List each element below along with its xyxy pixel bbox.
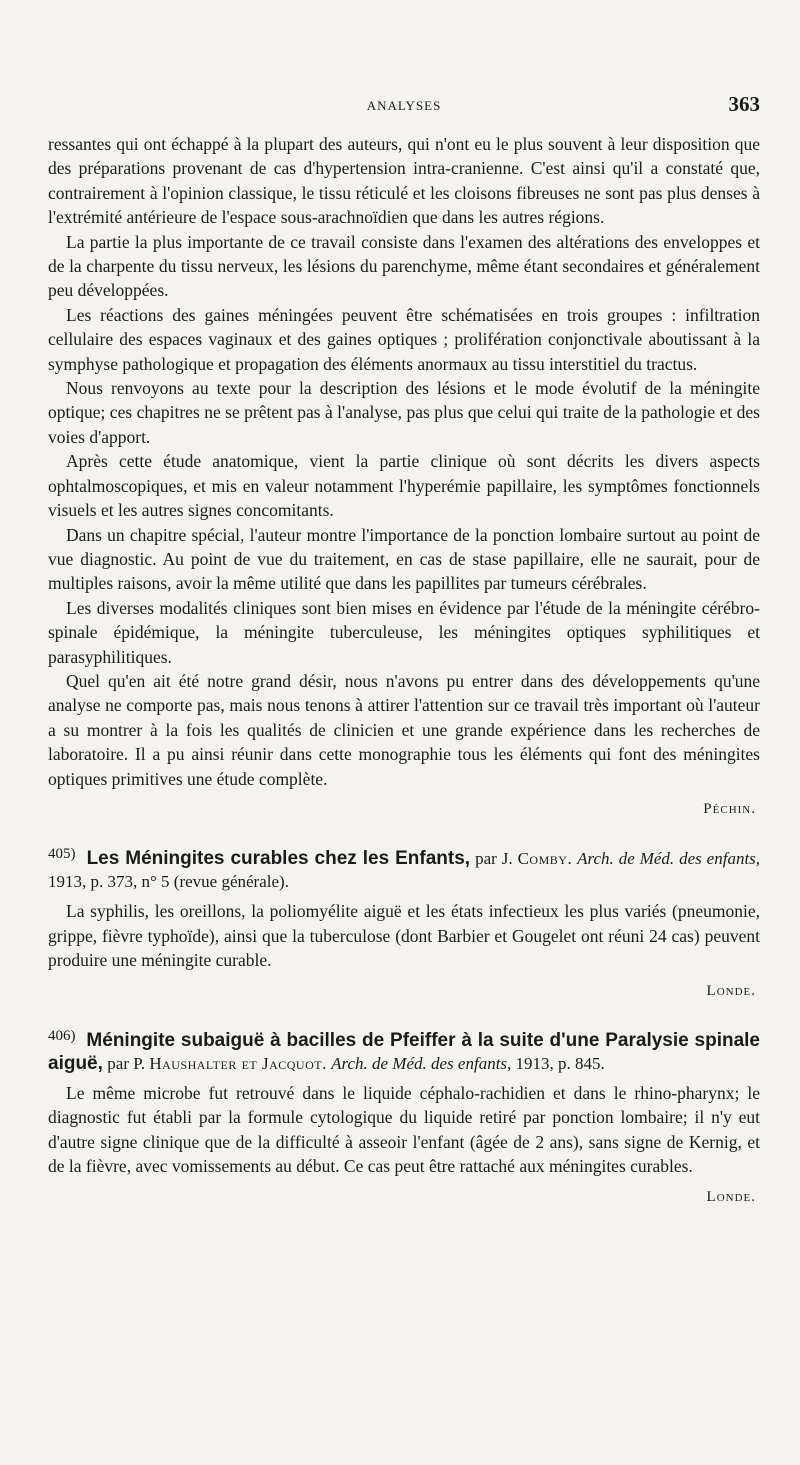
entry-author: Comby. bbox=[517, 849, 573, 869]
paragraph: Quel qu'en ait été notre grand désir, nous n'avons pu entrer dans des développements qu'une analyse ne comporte pas, mais nous tenons à attirer l'attention sur ce travail très important où l'auteur a su montrer à la fois les qualités de clinicien et une grande expérience dans les recherches de laboratoire. Il a pu ainsi réunir dans cette monographie tous les éléments qui font des méningites optiques primitives une étude complète. bbox=[48, 670, 760, 789]
ref-suffix: 1913, p. 845. bbox=[515, 1054, 605, 1073]
page-number: 363 bbox=[728, 92, 760, 116]
paragraph: Après cette étude anatomique, vient la partie clinique où sont décrits les divers aspects ophtalmoscopiques, et mis en valeur notamment l'hyperémie papillaire, les symptômes fonctionnels visuels et les autres signes concomitants. bbox=[48, 451, 760, 521]
ref-prefix: par P. bbox=[107, 1054, 146, 1073]
page-header bbox=[48, 92, 760, 120]
entry-number: 406) bbox=[48, 1028, 76, 1044]
entry-author: Haushalter et Jacquot. bbox=[149, 1054, 327, 1073]
signature: Londe. bbox=[706, 982, 756, 999]
entry-text: Le même microbe fut retrouvé dans le liquide céphalo-rachidien et dans le rhino-pharynx; le diagnostic fut établi par la formule cytologique du liquide retiré par ponction lombaire; il n'y eut d'autre signe clinique que de la difficulté à asseoir l'enfant (âgée de 2 ans), sans signe de Kernig, et de la fièvre, avec vomissements au début. Ce cas peut être rattaché aux méningites curables. bbox=[48, 1083, 760, 1177]
signature: Londe. bbox=[706, 1188, 756, 1205]
entry-number: 405) bbox=[48, 846, 76, 863]
entry-405 bbox=[48, 843, 760, 1003]
entry-title: Méningite subaiguë à bacilles de Pfeiffer à la suite d'une Paralysie spinale aiguë, bbox=[48, 1030, 761, 1074]
paragraph: Les réactions des gaines méningées peuvent être schématisées en trois groupes : infiltration cellulaire des espaces vaginaux et des gaines optiques ; prolifération conjonctivale aboutissant à la symphyse pathologique et propagation des éléments anormaux au tissu interstitiel du tractus. bbox=[48, 304, 760, 374]
entry-heading bbox=[48, 843, 760, 893]
entry-406 bbox=[48, 1025, 760, 1209]
paragraph: ressantes qui ont échappé à la plupart des auteurs, qui n'ont eu le plus souvent à leur disposition que des préparations provenant de cas d'hypertension intra-cranienne. C'est ainsi qu'il a constaté que, contrairement à l'opinion classique, le tissu réticulé et les cloisons fibreuses ne sont pas plus denses à l'extrémité antérieure de l'espace sous-arachnoïdien que dans les autres régions. bbox=[48, 134, 760, 228]
entry-heading bbox=[48, 1025, 760, 1075]
paragraph: La partie la plus importante de ce travail consiste dans l'examen des altérations des enveloppes et de la charpente du tissu nerveux, les lésions du parenchyme, même étant secondaires et généralement peu développées. bbox=[48, 231, 760, 301]
entry-journal: Arch. de Méd. des enfants, bbox=[577, 849, 761, 869]
entry-title: Les Méningites curables chez les Enfants, bbox=[86, 848, 471, 870]
paragraph: Dans un chapitre spécial, l'auteur montre l'importance de la ponction lombaire surtout au point de vue diagnostic. Au point de vue du traitement, en cas de stase papillaire, elle ne saurait, pour de multiples raisons, avoir la même utilité que dans les papillites par tumeurs cérébrales. bbox=[48, 524, 760, 594]
paragraph: Les diverses modalités cliniques sont bien mises en évidence par l'étude de la méningite cérébro-spinale épidémique, la méningite tuberculeuse, les méningites optiques syphilitiques et parasyphilitiques. bbox=[48, 597, 760, 667]
entry-reference bbox=[107, 1054, 605, 1073]
ref-suffix: 1913, p. 373, n° 5 (revue générale). bbox=[48, 872, 289, 892]
page-body bbox=[48, 132, 760, 1209]
intro-review bbox=[48, 132, 760, 821]
entry-journal: Arch. de Méd. des enfants, bbox=[331, 1054, 512, 1073]
paragraph: Nous renvoyons au texte pour la description des lésions et le mode évolutif de la méningite optique; ces chapitres ne se prêtent pas à l'analyse, pas plus que celui qui traite de la pathologie et des voies d'apport. bbox=[48, 378, 760, 447]
signature: Péchin. bbox=[703, 800, 756, 817]
entry-text: La syphilis, les oreillons, la poliomyélite aiguë et les états infectieux les plus variés (pneumonie, grippe, fièvre typhoïde), ainsi que la tuberculose (dont Barbier et Gougelet ont réuni 24 cas) peuvent produire une méningite curable. bbox=[48, 901, 760, 971]
running-head: ANALYSES bbox=[366, 98, 442, 113]
ref-prefix: par J. bbox=[475, 849, 513, 869]
